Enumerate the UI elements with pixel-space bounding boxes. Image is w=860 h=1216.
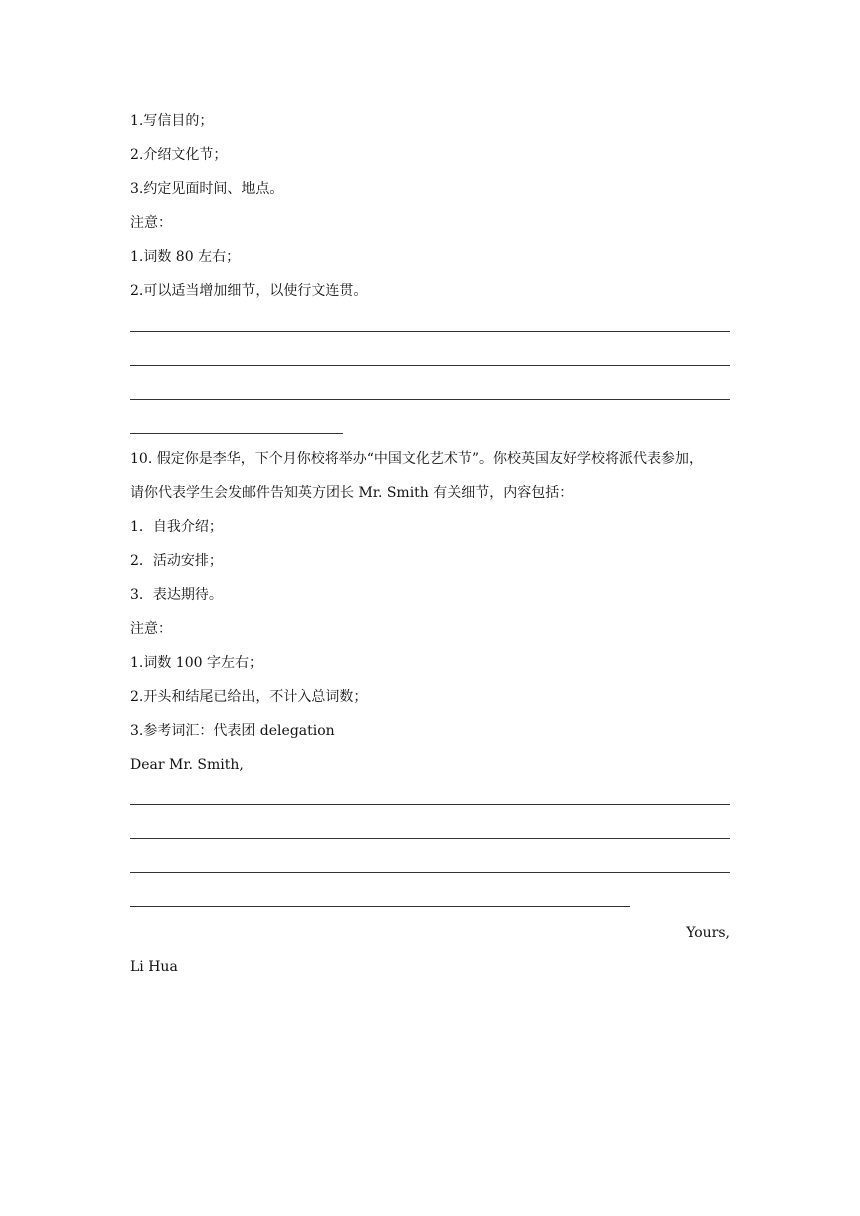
note-label: 注意： — [130, 215, 172, 231]
content-item-3: 3．表达期待。 — [130, 587, 223, 603]
note-item-2: 2.开头和结尾已给出，不计入总词数； — [130, 689, 368, 705]
answer-line[interactable] — [130, 906, 630, 907]
letter-greeting: Dear Mr. Smith, — [130, 757, 244, 773]
letter-closing: Yours, — [686, 925, 730, 941]
answer-line[interactable] — [130, 399, 730, 400]
note-item-1: 1.词数 100 字左右； — [130, 655, 263, 671]
answer-line[interactable] — [130, 838, 730, 839]
answer-line[interactable] — [130, 804, 730, 805]
note-item-1: 1.词数 80 左右； — [130, 249, 241, 265]
content-item-1: 1．自我介绍； — [130, 519, 223, 535]
requirement-item-1: 1.写信目的； — [130, 113, 214, 129]
note-label: 注意： — [130, 621, 172, 637]
note-item-2: 2.可以适当增加细节，以使行文连贯。 — [130, 283, 368, 299]
requirement-item-3: 3.约定见面时间、地点。 — [130, 181, 284, 197]
answer-line[interactable] — [130, 433, 343, 434]
requirement-item-2: 2.介绍文化节； — [130, 147, 228, 163]
question-10-prompt-line-1: 10. 假定你是李华，下个月你校将举办“中国文化艺术节”。你校英国友好学校将派代表参加， — [130, 451, 704, 467]
answer-line[interactable] — [130, 331, 730, 332]
question-10-prompt-line-2: 请你代表学生会发邮件告知英方团长 Mr. Smith 有关细节，内容包括： — [130, 485, 574, 501]
letter-signature: Li Hua — [130, 959, 178, 975]
note-item-3: 3.参考词汇：代表团 delegation — [130, 723, 335, 739]
answer-line[interactable] — [130, 365, 730, 366]
answer-line[interactable] — [130, 872, 730, 873]
content-item-2: 2．活动安排； — [130, 553, 223, 569]
